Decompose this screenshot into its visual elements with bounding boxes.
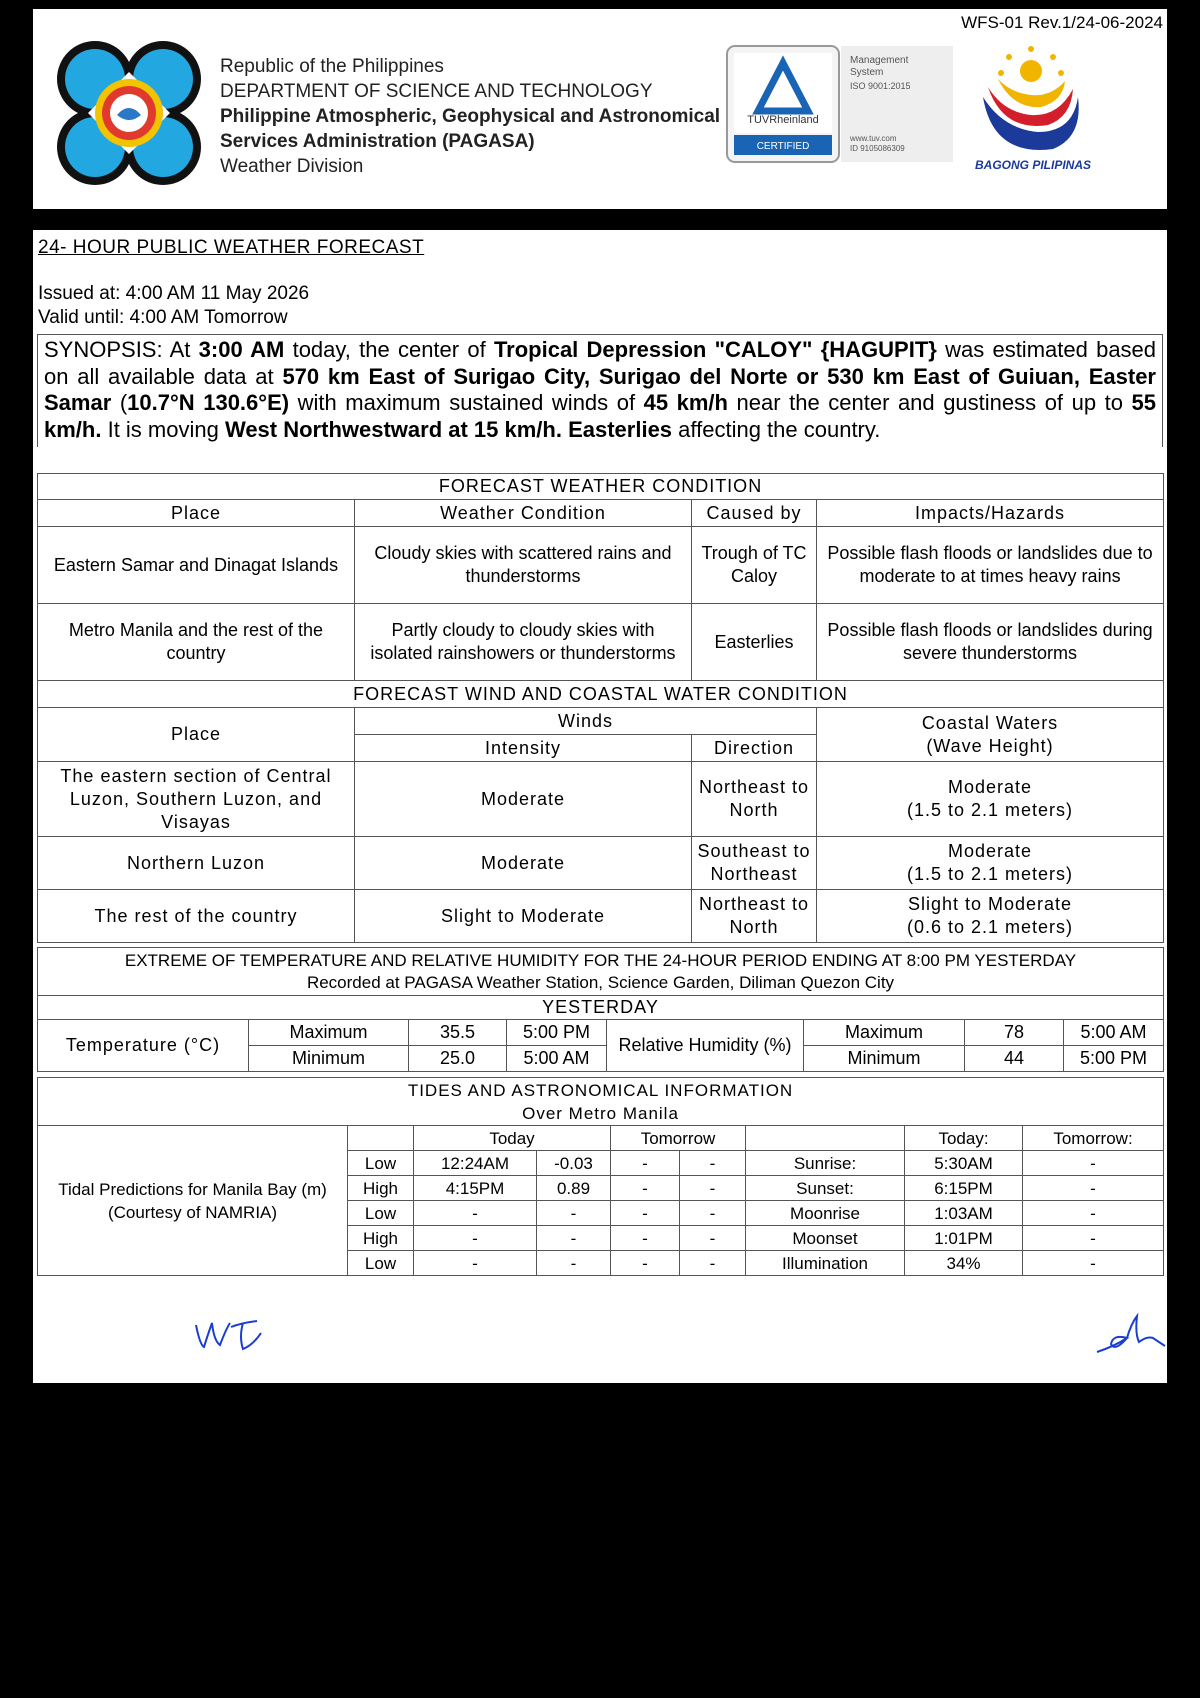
wind-direction: Northeast to North bbox=[692, 890, 817, 943]
tide-tomorrow-value: - bbox=[680, 1201, 746, 1226]
agency-republic: Republic of the Philippines bbox=[220, 56, 444, 77]
tide-today-time: 12:24AM bbox=[414, 1151, 537, 1176]
tide-type: Low bbox=[348, 1151, 414, 1176]
astro-tomorrow: - bbox=[1023, 1251, 1164, 1276]
tides-table bbox=[37, 1077, 1164, 1276]
tide-today-time: - bbox=[414, 1251, 537, 1276]
tides-heading: TIDES AND ASTRONOMICAL INFORMATION Over Metro Manila bbox=[38, 1078, 1164, 1126]
tide-today-time: 4:15PM bbox=[414, 1176, 537, 1201]
rh-min-label: Minimum bbox=[804, 1046, 965, 1072]
pagasa-logo-icon bbox=[55, 39, 203, 187]
wave-height: Moderate (1.5 to 2.1 meters) bbox=[817, 762, 1164, 837]
wind-header-intensity: Intensity bbox=[355, 735, 692, 762]
agency-pagasa-line1: Philippine Atmospheric, Geophysical and Astronomical bbox=[220, 106, 721, 127]
temp-min-time: 5:00 AM bbox=[507, 1046, 607, 1072]
weather-header-impacts: Impacts/Hazards bbox=[817, 500, 1164, 527]
weather-cause: Trough of TC Caloy bbox=[692, 527, 817, 604]
table-row bbox=[38, 837, 1164, 890]
forecast-title: 24- HOUR PUBLIC WEATHER FORECAST bbox=[38, 237, 425, 258]
prepared-by-label: PREPARED BY: bbox=[39, 1525, 195, 1546]
issue-block bbox=[38, 282, 309, 330]
issued-at: Issued at: 4:00 AM 11 May 2026 bbox=[38, 283, 310, 304]
prepared-signature-icon bbox=[191, 1315, 271, 1355]
prepared-by bbox=[39, 1525, 258, 1547]
astro-label: Sunrise: bbox=[746, 1151, 905, 1176]
tide-tomorrow-value: - bbox=[680, 1226, 746, 1251]
weather-header-place: Place bbox=[38, 500, 355, 527]
rh-max-time: 5:00 AM bbox=[1064, 1020, 1164, 1046]
wind-condition-table bbox=[37, 680, 1164, 943]
tide-today-value: 0.89 bbox=[537, 1176, 611, 1201]
wind-place: Northern Luzon bbox=[38, 837, 355, 890]
tide-tomorrow-time: - bbox=[611, 1151, 680, 1176]
astro-label: Sunset: bbox=[746, 1176, 905, 1201]
weather-place: Eastern Samar and Dinagat Islands bbox=[38, 527, 355, 604]
tide-tomorrow-time: - bbox=[611, 1251, 680, 1276]
astro-tomorrow: - bbox=[1023, 1176, 1164, 1201]
header-banner bbox=[33, 9, 1167, 209]
bagong-pilipinas-logo-icon bbox=[963, 37, 1103, 177]
tide-tomorrow-value: - bbox=[680, 1176, 746, 1201]
wind-direction: Southeast to Northeast bbox=[692, 837, 817, 890]
tide-type: Low bbox=[348, 1201, 414, 1226]
astro-today: 6:15PM bbox=[905, 1176, 1023, 1201]
tide-type: High bbox=[348, 1176, 414, 1201]
astro-header-tomorrow: Tomorrow: bbox=[1023, 1126, 1164, 1151]
temp-min-value: 25.0 bbox=[409, 1046, 507, 1072]
weather-section-title: FORECAST WEATHER CONDITION bbox=[38, 474, 1164, 500]
temp-max-value: 35.5 bbox=[409, 1020, 507, 1046]
wind-direction: Northeast to North bbox=[692, 762, 817, 837]
rh-min-value: 44 bbox=[965, 1046, 1064, 1072]
svg-text:ISO 9001:2015: ISO 9001:2015 bbox=[850, 81, 911, 91]
agency-pagasa-line2: Services Administration (PAGASA) bbox=[220, 131, 535, 152]
astro-header-today: Today: bbox=[905, 1126, 1023, 1151]
wave-height: Slight to Moderate (0.6 to 2.1 meters) bbox=[817, 890, 1164, 943]
tide-today-value: - bbox=[537, 1201, 611, 1226]
weather-condition: Partly cloudy to cloudy skies with isolated rainshowers or thunderstorms bbox=[355, 604, 692, 681]
tide-type: Low bbox=[348, 1251, 414, 1276]
svg-text:ID 9105086309: ID 9105086309 bbox=[850, 144, 905, 153]
tuv-certification-icon bbox=[726, 45, 954, 163]
tide-today-value: -0.03 bbox=[537, 1151, 611, 1176]
extremes-table bbox=[37, 947, 1164, 1072]
table-row bbox=[38, 762, 1164, 837]
temp-min-label: Minimum bbox=[249, 1046, 409, 1072]
temp-max-time: 5:00 PM bbox=[507, 1020, 607, 1046]
astro-label: Moonset bbox=[746, 1226, 905, 1251]
weather-cause: Easterlies bbox=[692, 604, 817, 681]
rh-min-time: 5:00 PM bbox=[1064, 1046, 1164, 1072]
checked-by bbox=[946, 1525, 1139, 1547]
agency-division: Weather Division bbox=[220, 156, 364, 177]
astro-today: 34% bbox=[905, 1251, 1023, 1276]
weather-condition: Cloudy skies with scattered rains and thunderstorms bbox=[355, 527, 692, 604]
table-row bbox=[38, 604, 1164, 681]
temp-max-label: Maximum bbox=[249, 1020, 409, 1046]
wind-intensity: Slight to Moderate bbox=[355, 890, 692, 943]
wind-place: The eastern section of Central Luzon, Southern Luzon, and Visayas bbox=[38, 762, 355, 837]
tide-tomorrow-time: - bbox=[611, 1226, 680, 1251]
rh-max-value: 78 bbox=[965, 1020, 1064, 1046]
extremes-heading: EXTREME OF TEMPERATURE AND RELATIVE HUMIDITY FOR THE 24-HOUR PERIOD ENDING AT 8:00 PM YESTERDAY Recorded at PAGASA Weather Station, Science Garden, Diliman Quezon City bbox=[38, 948, 1164, 996]
form-code: WFS-01 Rev.1/24-06-2024 bbox=[961, 13, 1163, 32]
wind-intensity: Moderate bbox=[355, 762, 692, 837]
forecast-document bbox=[33, 230, 1167, 1546]
svg-text:TÜVRheinland: TÜVRheinland bbox=[747, 114, 819, 126]
astro-today: 1:01PM bbox=[905, 1226, 1023, 1251]
agency-block bbox=[220, 54, 720, 179]
weather-place: Metro Manila and the rest of the country bbox=[38, 604, 355, 681]
weather-header-cause: Caused by bbox=[692, 500, 817, 527]
wave-height: Moderate (1.5 to 2.1 meters) bbox=[817, 837, 1164, 890]
tide-tomorrow-value: - bbox=[680, 1151, 746, 1176]
astro-tomorrow: - bbox=[1023, 1201, 1164, 1226]
weather-header-condition: Weather Condition bbox=[355, 500, 692, 527]
tides-header-today: Today bbox=[414, 1126, 611, 1151]
weather-impacts: Possible flash floods or landslides due to moderate to at times heavy rains bbox=[817, 527, 1164, 604]
tide-today-value: - bbox=[537, 1226, 611, 1251]
tide-today-value: - bbox=[537, 1251, 611, 1276]
checked-by-label: CHECKED BY: bbox=[946, 1525, 1091, 1546]
tide-tomorrow-value: - bbox=[680, 1251, 746, 1276]
tides-header-tomorrow: Tomorrow bbox=[611, 1126, 746, 1151]
astro-label: Illumination bbox=[746, 1251, 905, 1276]
svg-text:www.tuv.com: www.tuv.com bbox=[850, 134, 897, 143]
wind-intensity: Moderate bbox=[355, 837, 692, 890]
rh-max-label: Maximum bbox=[804, 1020, 965, 1046]
astro-label: Moonrise bbox=[746, 1201, 905, 1226]
tide-today-time: - bbox=[414, 1201, 537, 1226]
weather-impacts: Possible flash floods or landslides during severe thunderstorms bbox=[817, 604, 1164, 681]
wind-header-winds: Winds bbox=[355, 708, 817, 735]
table-row bbox=[38, 890, 1164, 943]
table-row bbox=[38, 527, 1164, 604]
checked-signature-icon bbox=[1093, 1312, 1167, 1358]
astro-today: 5:30AM bbox=[905, 1151, 1023, 1176]
svg-text:CERTIFIED: CERTIFIED bbox=[756, 141, 810, 152]
astro-today: 1:03AM bbox=[905, 1201, 1023, 1226]
astro-tomorrow: - bbox=[1023, 1151, 1164, 1176]
valid-until: Valid until: 4:00 AM Tomorrow bbox=[38, 307, 288, 328]
tide-tomorrow-time: - bbox=[611, 1201, 680, 1226]
checked-by-name: ABA bbox=[1096, 1525, 1139, 1546]
prepared-by-name: VCT bbox=[215, 1525, 258, 1546]
svg-text:System: System bbox=[850, 67, 884, 78]
svg-text:Management: Management bbox=[850, 55, 909, 66]
wind-header-coastal: Coastal Waters (Wave Height) bbox=[817, 708, 1164, 762]
wind-place: The rest of the country bbox=[38, 890, 355, 943]
weather-condition-table bbox=[37, 473, 1164, 681]
tidal-predictions-label: Tidal Predictions for Manila Bay (m) (Courtesy of NAMRIA) bbox=[38, 1126, 348, 1276]
wind-header-place: Place bbox=[38, 708, 355, 762]
synopsis-paragraph: SYNOPSIS: At 3:00 AM today, the center of Tropical Depression "CALOY" {HAGUPIT} was estimated based on all available data at 570 km East of Surigao City, Surigao del Norte or 530 km East of Guiuan, Easter Samar (10.7°N 130.6°E) with maximum sustained winds of 45 km/h near the center and gustiness of up to 55 km/h. It is moving West Northwestward at 15 km/h. Easterlies affecting the country. bbox=[37, 334, 1163, 447]
svg-text:BAGONG PILIPINAS: BAGONG PILIPINAS bbox=[974, 158, 1092, 172]
wind-section-title: FORECAST WIND AND COASTAL WATER CONDITION bbox=[38, 681, 1164, 708]
wind-header-direction: Direction bbox=[692, 735, 817, 762]
tide-today-time: - bbox=[414, 1226, 537, 1251]
tide-type: High bbox=[348, 1226, 414, 1251]
agency-department: DEPARTMENT OF SCIENCE AND TECHNOLOGY bbox=[220, 81, 653, 102]
tide-tomorrow-time: - bbox=[611, 1176, 680, 1201]
humidity-label: Relative Humidity (%) bbox=[607, 1020, 804, 1072]
astro-tomorrow: - bbox=[1023, 1226, 1164, 1251]
extremes-yesterday: YESTERDAY bbox=[38, 996, 1164, 1020]
temperature-label: Temperature (°C) bbox=[38, 1020, 249, 1072]
